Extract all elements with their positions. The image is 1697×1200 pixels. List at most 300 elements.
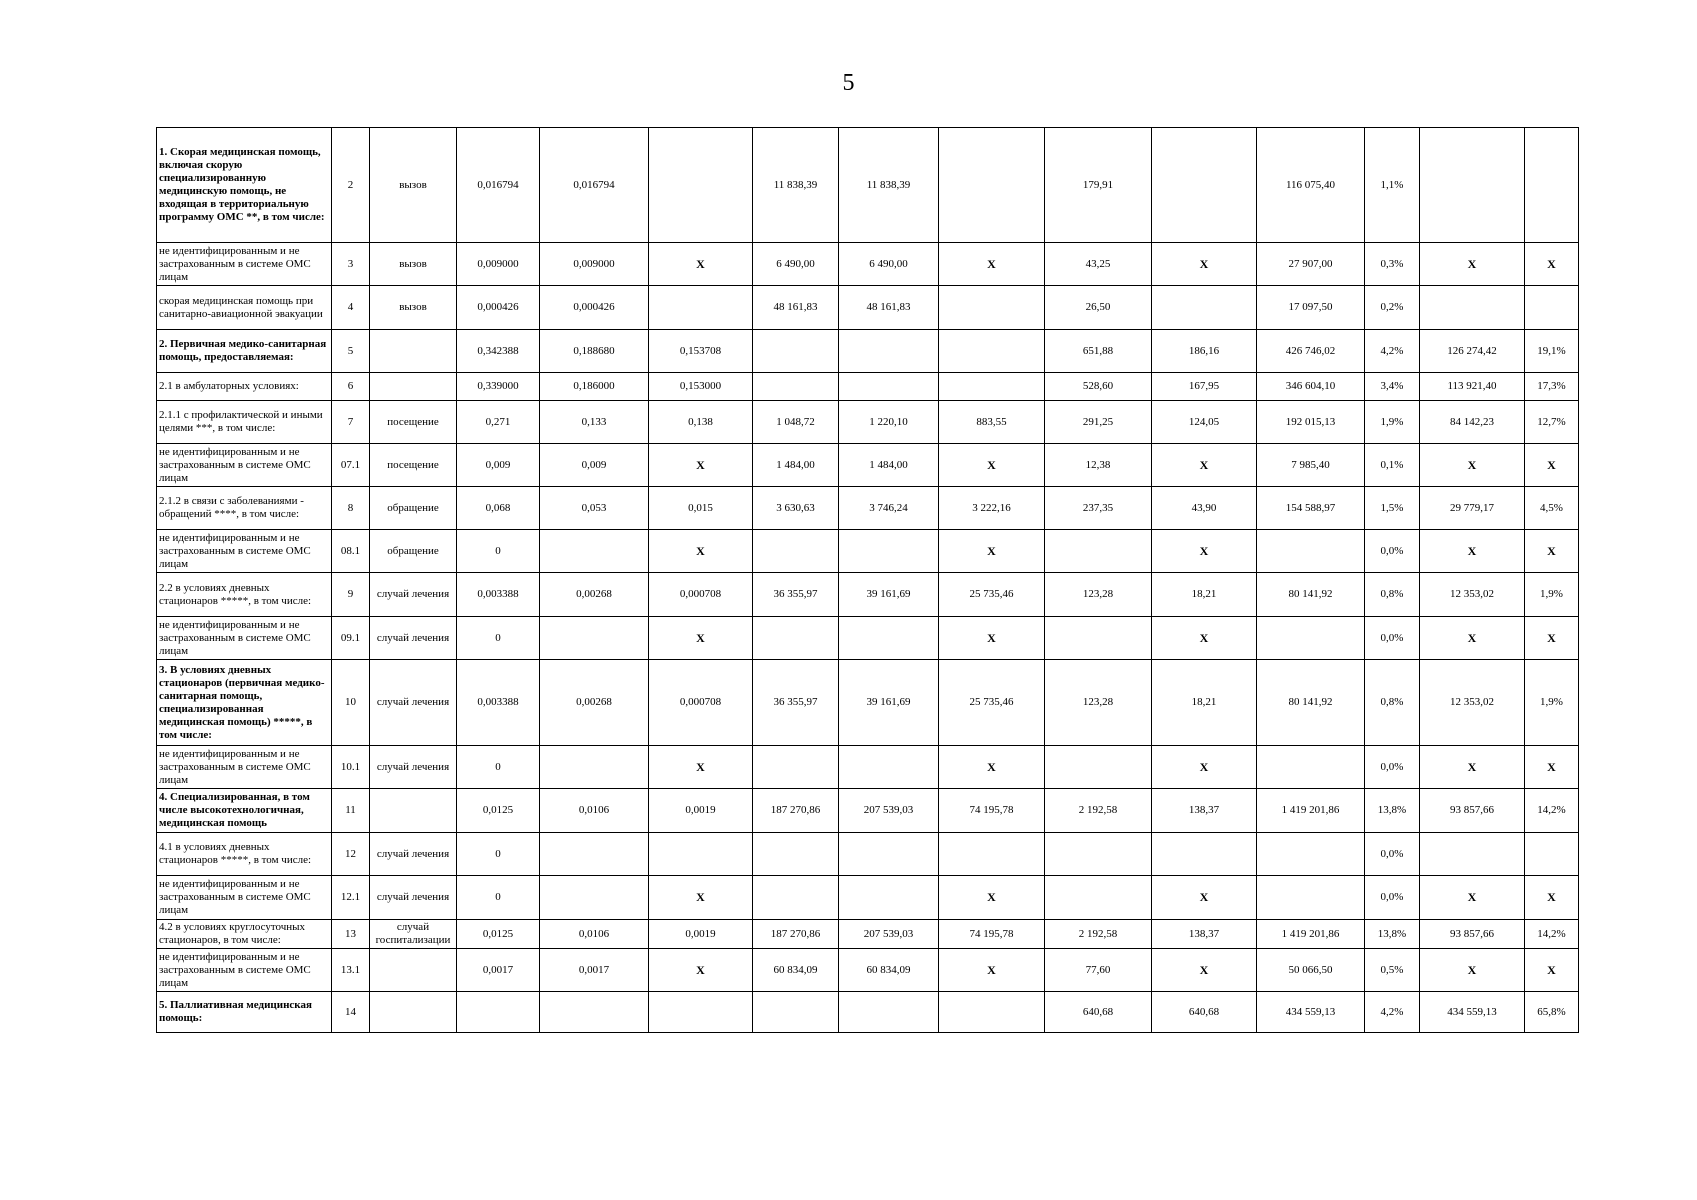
cell-row-number: 12 [332,833,370,876]
cell-norm-oms: 0,000426 [540,286,649,330]
cell-cost-total [753,746,839,789]
cell-unit: случай лечения [370,617,457,660]
cell-per-capita-total: 651,88 [1045,330,1152,373]
cell-norm-total: 0 [457,746,540,789]
cell-cost-oms: 3 746,24 [839,487,939,530]
cell-unit: обращение [370,530,457,573]
table-row [157,660,1579,746]
cell-norm-budget: 0,015 [649,487,753,530]
cell-norm-total: 0 [457,530,540,573]
cell-norm-budget [649,128,753,243]
cell-cost-oms [839,373,939,401]
cell-cost-total: 36 355,97 [753,660,839,746]
cell-unit [370,789,457,833]
cell-row-number: 10 [332,660,370,746]
cell-budget-percent [1525,128,1579,243]
cell-share-percent: 0,5% [1365,949,1420,992]
cell-per-capita-budget: 124,05 [1152,401,1257,444]
cell-cost-oms: 11 838,39 [839,128,939,243]
cell-unit: случай лечения [370,573,457,617]
cell-row-number: 8 [332,487,370,530]
cell-amount-total: 116 075,40 [1257,128,1365,243]
table-row [157,286,1579,330]
cell-amount-total [1257,746,1365,789]
cell-norm-total: 0,003388 [457,573,540,617]
table-row [157,128,1579,243]
cell-row-number: 6 [332,373,370,401]
cell-norm-total: 0,342388 [457,330,540,373]
cell-cost-budget: X [939,746,1045,789]
cell-unit [370,992,457,1033]
cell-cost-oms: 48 161,83 [839,286,939,330]
table-row [157,243,1579,286]
cell-norm-budget: 0,138 [649,401,753,444]
cell-share-percent: 0,0% [1365,876,1420,920]
cell-budget-percent: 65,8% [1525,992,1579,1033]
cell-cost-oms [839,876,939,920]
cell-cost-total: 11 838,39 [753,128,839,243]
cell-cost-oms [839,530,939,573]
cell-cost-total [753,373,839,401]
cell-unit: случай лечения [370,876,457,920]
cell-cost-total: 187 270,86 [753,920,839,949]
cell-cost-total [753,992,839,1033]
cell-norm-oms: 0,133 [540,401,649,444]
cell-cost-total [753,876,839,920]
cell-per-capita-budget: X [1152,617,1257,660]
cell-budget-percent: 12,7% [1525,401,1579,444]
table-body [157,128,1579,1033]
cell-amount-total: 27 907,00 [1257,243,1365,286]
cell-row-number: 14 [332,992,370,1033]
table-row [157,833,1579,876]
table-row [157,949,1579,992]
cell-unit: вызов [370,128,457,243]
cell-norm-total: 0,016794 [457,128,540,243]
cell-share-percent: 13,8% [1365,789,1420,833]
cell-row-number: 13 [332,920,370,949]
cell-cost-oms: 39 161,69 [839,660,939,746]
row-name: 1. Скорая медицинская помощь, включая скорую специализированную медицинскую помощь, не входящая в территориальную программу ОМС **, в том числе: [157,128,332,243]
cell-share-percent: 0,0% [1365,530,1420,573]
cell-norm-oms: 0,016794 [540,128,649,243]
cell-amount-budget: X [1420,949,1525,992]
cell-norm-budget [649,992,753,1033]
cell-norm-oms: 0,0106 [540,789,649,833]
cell-norm-budget: X [649,746,753,789]
table-row [157,746,1579,789]
cell-row-number: 11 [332,789,370,833]
cell-share-percent: 0,8% [1365,660,1420,746]
cell-amount-total: 192 015,13 [1257,401,1365,444]
cell-norm-budget: 0,000708 [649,660,753,746]
cell-per-capita-budget [1152,128,1257,243]
cell-norm-total: 0,0125 [457,789,540,833]
cell-norm-budget: X [649,243,753,286]
cell-per-capita-total [1045,833,1152,876]
cell-share-percent: 13,8% [1365,920,1420,949]
cell-budget-percent: 1,9% [1525,660,1579,746]
cell-norm-budget [649,286,753,330]
cell-unit: случай госпитализации [370,920,457,949]
cell-per-capita-budget: 167,95 [1152,373,1257,401]
row-name: 2. Первичная медико-санитарная помощь, предоставляемая: [157,330,332,373]
cell-per-capita-budget [1152,286,1257,330]
cell-row-number: 4 [332,286,370,330]
cell-norm-oms [540,617,649,660]
cell-cost-oms [839,992,939,1033]
row-name: не идентифицированным и не застрахованным в системе ОМС лицам [157,617,332,660]
table-row [157,530,1579,573]
cell-amount-budget [1420,833,1525,876]
cell-budget-percent: 1,9% [1525,573,1579,617]
cell-amount-budget: 12 353,02 [1420,660,1525,746]
table-row [157,789,1579,833]
cell-cost-oms: 207 539,03 [839,920,939,949]
cell-amount-budget [1420,128,1525,243]
cell-cost-oms: 6 490,00 [839,243,939,286]
cell-amount-budget: X [1420,444,1525,487]
cell-norm-budget: X [649,949,753,992]
cell-unit: обращение [370,487,457,530]
cell-row-number: 10.1 [332,746,370,789]
row-name: не идентифицированным и не застрахованным в системе ОМС лицам [157,949,332,992]
cell-cost-total: 1 484,00 [753,444,839,487]
cell-amount-budget: X [1420,617,1525,660]
cell-norm-budget: 0,153000 [649,373,753,401]
cell-per-capita-budget [1152,833,1257,876]
cell-norm-oms [540,992,649,1033]
cell-per-capita-total: 123,28 [1045,660,1152,746]
cell-per-capita-budget: 640,68 [1152,992,1257,1033]
cell-cost-budget: 25 735,46 [939,660,1045,746]
cell-share-percent: 0,2% [1365,286,1420,330]
cell-cost-budget: X [939,949,1045,992]
cell-per-capita-total: 2 192,58 [1045,920,1152,949]
cell-norm-budget: X [649,876,753,920]
cell-per-capita-budget: X [1152,876,1257,920]
cell-per-capita-budget: 43,90 [1152,487,1257,530]
cell-norm-oms: 0,0106 [540,920,649,949]
row-name: скорая медицинская помощь при санитарно-авиационной эвакуации [157,286,332,330]
cell-cost-budget: X [939,530,1045,573]
cell-cost-budget: X [939,243,1045,286]
cell-amount-total [1257,530,1365,573]
cell-per-capita-budget: 138,37 [1152,789,1257,833]
cell-budget-percent: 17,3% [1525,373,1579,401]
cell-per-capita-budget: 18,21 [1152,660,1257,746]
cell-amount-total: 1 419 201,86 [1257,789,1365,833]
cell-per-capita-total: 2 192,58 [1045,789,1152,833]
cell-unit [370,949,457,992]
cell-amount-budget: 113 921,40 [1420,373,1525,401]
cell-amount-budget: 126 274,42 [1420,330,1525,373]
row-name: 2.2 в условиях дневных стационаров *****, в том числе: [157,573,332,617]
cell-row-number: 13.1 [332,949,370,992]
cell-amount-budget: X [1420,530,1525,573]
table-row [157,330,1579,373]
cell-cost-budget: X [939,876,1045,920]
cell-cost-budget [939,286,1045,330]
cell-cost-budget: 74 195,78 [939,789,1045,833]
cell-amount-total [1257,617,1365,660]
cell-per-capita-total [1045,617,1152,660]
cell-amount-total [1257,876,1365,920]
cell-share-percent: 1,5% [1365,487,1420,530]
cell-norm-total: 0,000426 [457,286,540,330]
cell-norm-total: 0,068 [457,487,540,530]
row-name: 2.1.2 в связи с заболеваниями - обращений ****, в том числе: [157,487,332,530]
row-name: не идентифицированным и не застрахованным в системе ОМС лицам [157,444,332,487]
cell-per-capita-total: 12,38 [1045,444,1152,487]
cell-amount-total: 80 141,92 [1257,573,1365,617]
cell-norm-total: 0 [457,617,540,660]
cell-norm-oms: 0,00268 [540,660,649,746]
cell-norm-total: 0,003388 [457,660,540,746]
cell-norm-budget: X [649,617,753,660]
cell-norm-total: 0,009000 [457,243,540,286]
cell-norm-total: 0 [457,876,540,920]
cell-amount-total: 80 141,92 [1257,660,1365,746]
cell-cost-total: 187 270,86 [753,789,839,833]
cell-share-percent: 4,2% [1365,330,1420,373]
cell-unit: вызов [370,286,457,330]
row-name: не идентифицированным и не застрахованным в системе ОМС лицам [157,876,332,920]
cell-budget-percent: X [1525,444,1579,487]
cell-row-number: 12.1 [332,876,370,920]
cell-budget-percent: X [1525,617,1579,660]
cell-per-capita-budget: X [1152,746,1257,789]
cell-unit: случай лечения [370,660,457,746]
cell-budget-percent: X [1525,530,1579,573]
cell-cost-oms [839,746,939,789]
cell-share-percent: 0,1% [1365,444,1420,487]
cell-row-number: 08.1 [332,530,370,573]
cell-norm-oms: 0,188680 [540,330,649,373]
row-name: не идентифицированным и не застрахованным в системе ОМС лицам [157,746,332,789]
cell-cost-total [753,617,839,660]
cell-norm-budget: X [649,444,753,487]
cell-unit: посещение [370,444,457,487]
cell-norm-oms [540,746,649,789]
table-row [157,401,1579,444]
cell-cost-budget [939,373,1045,401]
row-name: не идентифицированным и не застрахованным в системе ОМС лицам [157,243,332,286]
table-row [157,487,1579,530]
cell-budget-percent: 19,1% [1525,330,1579,373]
cell-per-capita-total: 26,50 [1045,286,1152,330]
cell-unit: случай лечения [370,746,457,789]
cell-cost-budget [939,992,1045,1033]
table-row [157,617,1579,660]
cell-norm-budget: 0,0019 [649,789,753,833]
cell-budget-percent: X [1525,949,1579,992]
cell-norm-oms: 0,0017 [540,949,649,992]
cell-amount-budget: 29 779,17 [1420,487,1525,530]
cell-amount-total: 434 559,13 [1257,992,1365,1033]
row-name: 2.1 в амбулаторных условиях: [157,373,332,401]
cell-cost-total: 48 161,83 [753,286,839,330]
table-row [157,992,1579,1033]
cell-cost-budget: 74 195,78 [939,920,1045,949]
cell-cost-budget [939,833,1045,876]
cell-per-capita-total: 77,60 [1045,949,1152,992]
cell-norm-oms [540,530,649,573]
cell-norm-oms: 0,00268 [540,573,649,617]
cell-amount-total: 50 066,50 [1257,949,1365,992]
cell-row-number: 9 [332,573,370,617]
cell-share-percent: 1,9% [1365,401,1420,444]
cell-amount-total: 7 985,40 [1257,444,1365,487]
cell-row-number: 5 [332,330,370,373]
cell-budget-percent: 14,2% [1525,920,1579,949]
cell-per-capita-total [1045,530,1152,573]
cell-budget-percent: X [1525,746,1579,789]
cell-row-number: 07.1 [332,444,370,487]
cell-per-capita-total: 237,35 [1045,487,1152,530]
cell-cost-budget: 25 735,46 [939,573,1045,617]
cell-unit [370,373,457,401]
row-name: 2.1.1 с профилактической и иными целями ***, в том числе: [157,401,332,444]
cell-amount-budget: X [1420,243,1525,286]
cell-amount-budget: 84 142,23 [1420,401,1525,444]
cell-unit: посещение [370,401,457,444]
row-name: не идентифицированным и не застрахованным в системе ОМС лицам [157,530,332,573]
cell-norm-oms: 0,186000 [540,373,649,401]
cell-cost-oms [839,617,939,660]
cell-norm-total: 0,0017 [457,949,540,992]
cell-share-percent: 0,0% [1365,746,1420,789]
cell-amount-total: 1 419 201,86 [1257,920,1365,949]
cell-per-capita-budget: X [1152,949,1257,992]
cell-budget-percent: X [1525,876,1579,920]
cell-cost-total [753,833,839,876]
cell-budget-percent: 4,5% [1525,487,1579,530]
page-number: 5 [842,70,855,96]
table-row [157,444,1579,487]
cell-amount-budget: 12 353,02 [1420,573,1525,617]
cell-amount-budget: 93 857,66 [1420,920,1525,949]
cell-cost-oms: 1 220,10 [839,401,939,444]
cell-per-capita-budget: 138,37 [1152,920,1257,949]
cell-norm-budget: X [649,530,753,573]
cell-per-capita-total: 123,28 [1045,573,1152,617]
row-name: 4.1 в условиях дневных стационаров *****, в том числе: [157,833,332,876]
cell-per-capita-total: 43,25 [1045,243,1152,286]
cell-cost-oms: 207 539,03 [839,789,939,833]
cell-norm-total: 0,0125 [457,920,540,949]
cell-per-capita-budget: 18,21 [1152,573,1257,617]
cell-share-percent: 3,4% [1365,373,1420,401]
cell-per-capita-total: 640,68 [1045,992,1152,1033]
cell-amount-budget [1420,286,1525,330]
table-row [157,876,1579,920]
cell-per-capita-total [1045,876,1152,920]
cell-cost-budget: 3 222,16 [939,487,1045,530]
cell-row-number: 09.1 [332,617,370,660]
cell-norm-oms [540,833,649,876]
cell-cost-total: 6 490,00 [753,243,839,286]
cell-cost-total [753,530,839,573]
cell-share-percent: 0,0% [1365,833,1420,876]
cell-norm-budget: 0,153708 [649,330,753,373]
cell-amount-total: 346 604,10 [1257,373,1365,401]
cell-amount-budget: X [1420,876,1525,920]
cell-row-number: 7 [332,401,370,444]
row-name: 4. Специализированная, в том числе высокотехнологичная, медицинская помощь [157,789,332,833]
cell-budget-percent [1525,286,1579,330]
cell-amount-budget: 434 559,13 [1420,992,1525,1033]
cell-per-capita-total [1045,746,1152,789]
cell-cost-budget [939,330,1045,373]
cell-norm-total: 0,009 [457,444,540,487]
cell-norm-oms: 0,009 [540,444,649,487]
cell-per-capita-total: 291,25 [1045,401,1152,444]
cell-unit: случай лечения [370,833,457,876]
cell-norm-budget: 0,0019 [649,920,753,949]
cell-amount-total: 154 588,97 [1257,487,1365,530]
cell-cost-budget: 883,55 [939,401,1045,444]
cell-budget-percent [1525,833,1579,876]
cell-share-percent: 0,0% [1365,617,1420,660]
cell-norm-oms [540,876,649,920]
cell-budget-percent: X [1525,243,1579,286]
cell-row-number: 2 [332,128,370,243]
cell-share-percent: 0,8% [1365,573,1420,617]
cell-cost-oms [839,833,939,876]
cell-share-percent: 1,1% [1365,128,1420,243]
row-name: 4.2 в условиях круглосуточных стационаров, в том числе: [157,920,332,949]
cell-cost-oms: 1 484,00 [839,444,939,487]
cell-cost-total: 3 630,63 [753,487,839,530]
cell-cost-total: 36 355,97 [753,573,839,617]
cell-share-percent: 0,3% [1365,243,1420,286]
cell-amount-total: 17 097,50 [1257,286,1365,330]
cell-norm-total [457,992,540,1033]
cell-amount-budget: 93 857,66 [1420,789,1525,833]
cell-cost-total: 1 048,72 [753,401,839,444]
cell-cost-oms: 60 834,09 [839,949,939,992]
cell-cost-oms [839,330,939,373]
cell-cost-total [753,330,839,373]
cell-per-capita-budget: X [1152,243,1257,286]
cell-cost-total: 60 834,09 [753,949,839,992]
table-row [157,373,1579,401]
cell-unit [370,330,457,373]
cell-cost-budget: X [939,617,1045,660]
cell-cost-oms: 39 161,69 [839,573,939,617]
cell-cost-budget: X [939,444,1045,487]
cell-share-percent: 4,2% [1365,992,1420,1033]
cell-per-capita-budget: X [1152,530,1257,573]
table-row [157,920,1579,949]
cell-norm-oms: 0,053 [540,487,649,530]
cell-per-capita-total: 528,60 [1045,373,1152,401]
cell-norm-total: 0 [457,833,540,876]
row-name: 5. Паллиативная медицинская помощь: [157,992,332,1033]
cell-cost-budget [939,128,1045,243]
cell-norm-budget [649,833,753,876]
row-name: 3. В условиях дневных стационаров (первичная медико-санитарная помощь, специализированная медицинская помощь) *****, в том числе: [157,660,332,746]
cell-amount-total: 426 746,02 [1257,330,1365,373]
cell-norm-oms: 0,009000 [540,243,649,286]
medical-care-volume-table [156,127,1579,1033]
cell-row-number: 3 [332,243,370,286]
cell-budget-percent: 14,2% [1525,789,1579,833]
cell-amount-budget: X [1420,746,1525,789]
cell-norm-budget: 0,000708 [649,573,753,617]
cell-amount-total [1257,833,1365,876]
